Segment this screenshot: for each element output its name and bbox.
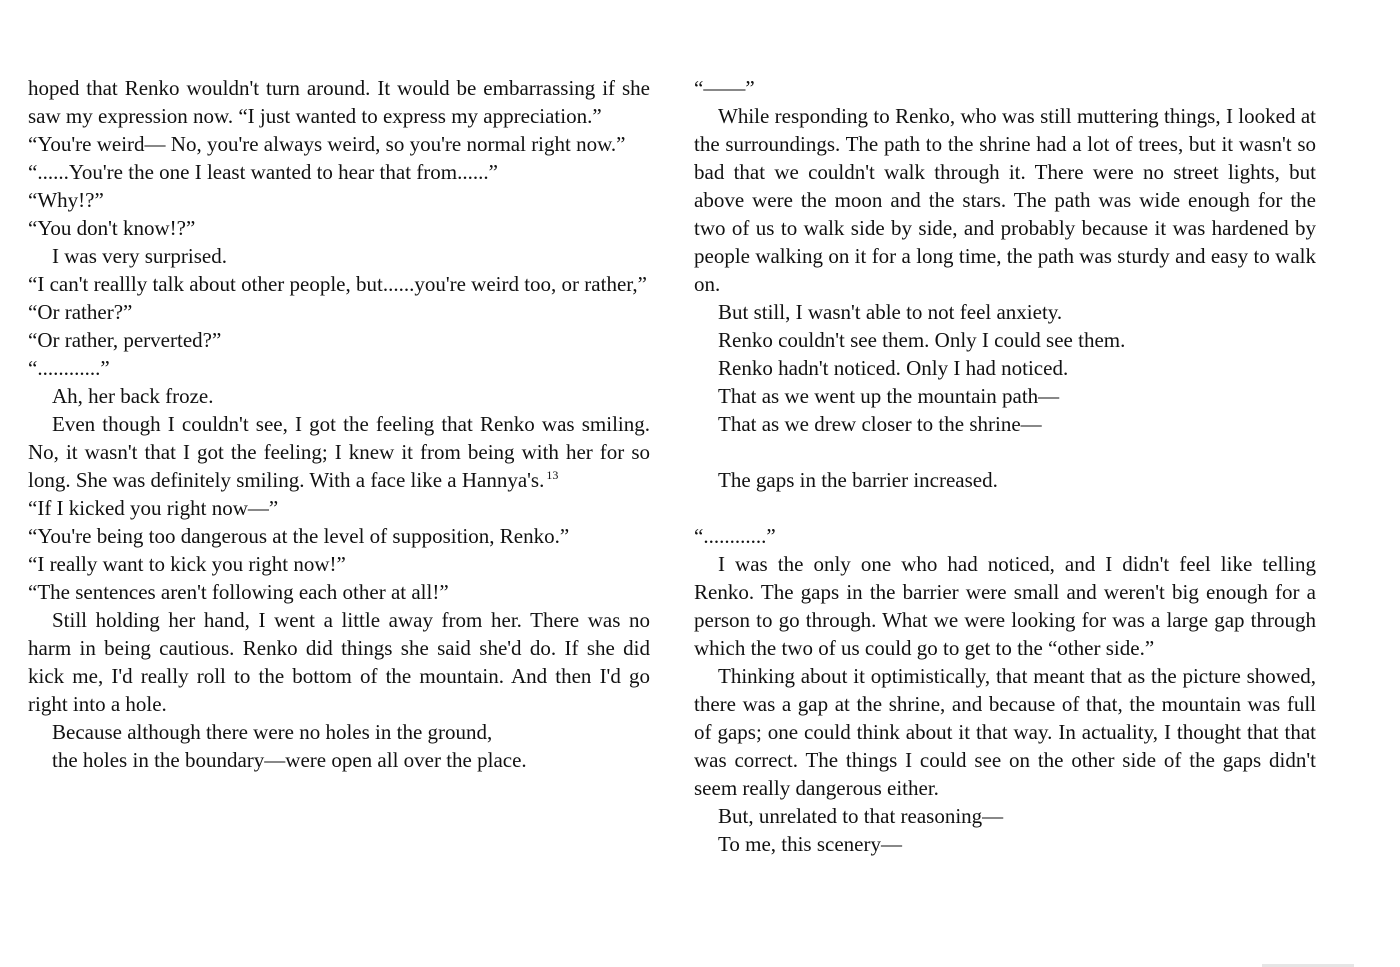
paragraph-with-footnote: [28, 410, 650, 494]
paragraph: Because although there were no holes in the ground,: [52, 720, 493, 744]
paragraph: “............”: [28, 356, 110, 380]
paragraph: “You don't know!?”: [28, 216, 196, 240]
footnote-marker: 13: [546, 468, 559, 482]
paragraph: Thinking about it optimistically, that meant that as the picture showed, there was a gap at the shrine, and because of that, the mountain was full of gaps; one could think about it that way. In actuality, I thought that that was correct. The things I could see on the other side of the gaps didn't seem really dangerous either.: [694, 664, 1316, 800]
right-page-text: [694, 74, 1316, 858]
paragraph: “Or rather, perverted?”: [28, 328, 222, 352]
paragraph: “You're being too dangerous at the level of supposition, Renko.”: [28, 524, 570, 548]
paragraph: Ah, her back froze.: [52, 384, 214, 408]
paragraph: Still holding her hand, I went a little away from her. There was no harm in being cautious. Renko did things she said she'd do. If she did kick me, I'd really roll to the bottom of the mountain. And then I'd go right into a hole.: [28, 608, 650, 716]
paragraph: That as we went up the mountain path—: [718, 384, 1060, 408]
paragraph: “You're weird— No, you're always weird, so you're normal right now.”: [28, 132, 626, 156]
paragraph: “——”: [694, 76, 755, 100]
paragraph: “I really want to kick you right now!”: [28, 552, 346, 576]
paragraph: I was the only one who had noticed, and I didn't feel like telling Renko. The gaps in the barrier were small and weren't big enough for a person to go through. What we were looking for was a large gap through which the two of us could go to get to the “other side.”: [694, 552, 1316, 660]
paragraph: Renko couldn't see them. Only I could see them.: [718, 328, 1126, 352]
paragraph: “Or rather?”: [28, 300, 133, 324]
blank-line: [694, 494, 1316, 522]
paragraph: “The sentences aren't following each other at all!”: [28, 580, 449, 604]
left-page-text: [28, 74, 650, 774]
paragraph: But, unrelated to that reasoning—: [718, 804, 1004, 828]
paragraph: “......You're the one I least wanted to hear that from......”: [28, 160, 498, 184]
blank-line: [694, 438, 1316, 466]
paragraph: “I can't reallly talk about other people, but......you're weird too, or rather,”: [28, 272, 647, 296]
paragraph: Renko hadn't noticed. Only I had noticed.: [718, 356, 1069, 380]
paragraph: “If I kicked you right now—”: [28, 496, 279, 520]
paragraph: hoped that Renko wouldn't turn around. It would be embarrassing if she saw my expression now. “I just wanted to express my appreciation.”: [28, 76, 650, 128]
paragraph: But still, I wasn't able to not feel anxiety.: [718, 300, 1063, 324]
paragraph: While responding to Renko, who was still muttering things, I looked at the surroundings. The path to the shrine had a lot of trees, but it wasn't so bad that we couldn't walk through it. There were no street lights, but above were the moon and the stars. The path was wide enough for the two of us to walk side by side, and probably because it was hardened by people walking on it for a long time, the path was sturdy and easy to walk on.: [694, 104, 1316, 296]
paragraph-text: Even though I couldn't see, I got the feeling that Renko was smiling. No, it wasn't that I got the feeling; I knew it from being with her for so long. She was definitely smiling. With a face like a Hannya's.: [28, 412, 650, 492]
paragraph: The gaps in the barrier increased.: [718, 468, 998, 492]
paragraph: “Why!?”: [28, 188, 104, 212]
paragraph: “............”: [694, 524, 776, 548]
paragraph: That as we drew closer to the shrine—: [718, 412, 1042, 436]
paragraph: To me, this scenery—: [718, 832, 902, 856]
paragraph: the holes in the boundary—were open all over the place.: [52, 748, 527, 772]
paragraph: I was very surprised.: [52, 244, 227, 268]
